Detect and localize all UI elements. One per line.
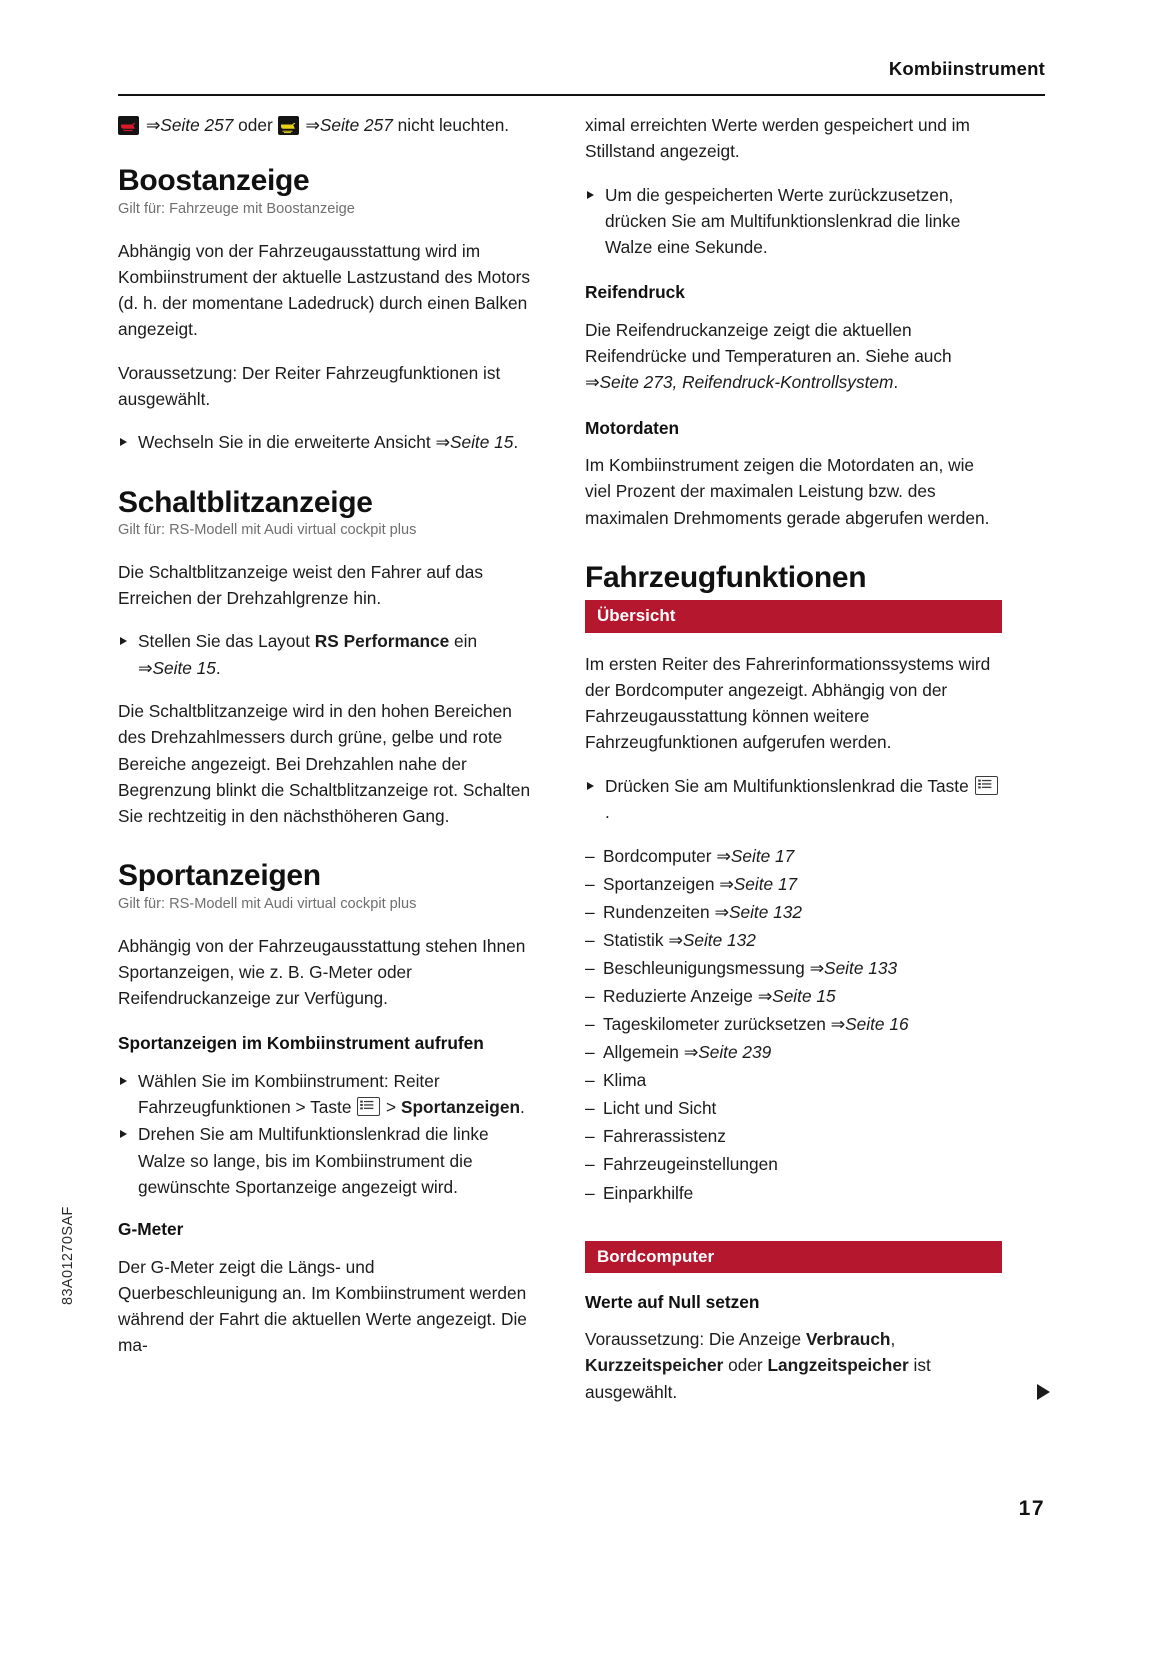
reference-link[interactable]: ⇒Seite 16: [830, 1014, 909, 1035]
reference-link[interactable]: ⇒Seite 17: [719, 874, 798, 895]
separator-text: ,: [890, 1329, 896, 1350]
action-text: Wechseln Sie in die erweiterte Ansicht: [138, 432, 436, 453]
precondition-tail: ist ausgewählt.: [585, 1355, 931, 1402]
applies-to-schaltblitzanzeige: Gilt für: RS-Modell mit Audi virtual cockpit plus: [118, 522, 417, 539]
list-item-label: Tageskilometer zurücksetzen: [603, 1014, 826, 1035]
list-item: – Licht und Sicht: [585, 1094, 1002, 1122]
list-item: [585, 842, 1002, 870]
reference-link-2[interactable]: ⇒Seite 257: [305, 115, 393, 135]
list-item: – Klima: [585, 1066, 1002, 1094]
oil-pressure-warning-lamp-icon: [118, 116, 139, 135]
list-item: [585, 898, 1002, 926]
g-meter-paragraph: Der G-Meter zeigt die Längs- und Querbeschleunigung an. Im Kombiinstrument werden während der Fahrt die aktuellen Werte angezeigt. Die ma-: [118, 1256, 527, 1356]
list-item: [585, 1038, 1002, 1066]
fahrzeugfunktionen-item-list: [585, 842, 1002, 1206]
boostanzeige-action-list: [118, 429, 535, 455]
section-heading-boostanzeige: Boostanzeige: [118, 164, 310, 198]
menu-option-name: Verbrauch: [805, 1329, 891, 1350]
reifendruck-text: Die Reifendruckanzeige zeigt die aktuellen Reifendrücke und Temperaturen an. Siehe auch: [585, 319, 952, 367]
action-text-post: ein: [449, 631, 478, 652]
separator-text: oder: [723, 1355, 768, 1376]
subheading-reifendruck: Reifendruck: [585, 282, 685, 303]
reference-link[interactable]: ⇒Seite 17: [716, 846, 795, 867]
action-tail: .: [215, 657, 221, 678]
header-divider: [118, 94, 1045, 96]
reference-link[interactable]: ⇒Seite 133: [809, 958, 898, 979]
continued-paragraph: ximal erreichten Werte werden gespeichert und im Stillstand angezeigt.: [585, 115, 970, 162]
list-item: [585, 954, 1002, 982]
menu-option-name: Kurzzeitspeicher: [585, 1355, 724, 1376]
band-heading-uebersicht: Übersicht: [585, 600, 1002, 632]
menu-option-name: RS Performance: [314, 631, 450, 652]
sportanzeigen-action-list: [118, 1068, 535, 1200]
list-item-label: Beschleunigungsmessung: [603, 958, 805, 979]
action-tail: .: [513, 432, 519, 453]
left-column: [118, 112, 535, 1376]
reference-link[interactable]: ⇒Seite 273, Reifendruck-Kontrollsystem: [585, 372, 894, 393]
action-item: Um die gespeicherten Werte zurückzusetzen, drücken Sie am Multifunktionslenkrad die linke Walze eine Sekunde.: [585, 182, 1002, 261]
page-title: Kombiinstrument: [888, 58, 1045, 79]
lead-paragraph: [118, 112, 535, 138]
running-header: [118, 58, 1045, 98]
subheading-sportanzeigen-aufrufen: Sportanzeigen im Kombiinstrument aufrufen: [118, 1033, 484, 1054]
section-heading-fahrzeugfunktionen: Fahrzeugfunktionen: [585, 560, 867, 594]
uebersicht-paragraph: Im ersten Reiter des Fahrerinformationssystems wird der Bordcomputer angezeigt. Abhängig von der Fahrzeugausstattung können weitere Fahrzeugfunktionen aufgerufen werden.: [585, 653, 991, 753]
continue-arrow-icon: [1037, 1384, 1050, 1400]
uebersicht-action-list: [585, 773, 1002, 826]
list-item-label: Allgemein: [603, 1042, 679, 1063]
list-item-label: Sportanzeigen: [603, 874, 715, 895]
list-item-label: Statistik: [603, 930, 664, 951]
menu-option-name: Sportanzeigen: [400, 1097, 521, 1118]
list-item-label: Reduzierte Anzeige: [603, 986, 753, 1007]
applies-to-sportanzeigen: Gilt für: RS-Modell mit Audi virtual cockpit plus: [118, 895, 417, 912]
menu-list-key-icon: [975, 776, 998, 795]
action-text: Stellen Sie das Layout: [138, 631, 315, 652]
schaltblitz-action-list: [118, 628, 535, 681]
subheading-motordaten: Motordaten: [585, 417, 680, 438]
gmeter-reset-action-list: [585, 182, 1002, 261]
subheading-werte-auf-null-setzen: Werte auf Null setzen: [585, 1291, 760, 1312]
menu-list-key-icon: [357, 1097, 380, 1116]
boostanzeige-paragraph-1: Abhängig von der Fahrzeugausstattung wird im Kombiinstrument der aktuelle Lastzustand des Motors (d. h. der momentane Ladedruck) durch einen Balken angezeigt.: [118, 240, 531, 340]
action-item: [585, 773, 1002, 826]
action-item: Drehen Sie am Multifunktionslenkrad die linke Walze so lange, bis im Kombiinstrument die gewünschte Sportanzeige angezeigt wird.: [118, 1121, 535, 1200]
action-text: Drücken Sie am Multifunktionslenkrad die Taste: [605, 775, 974, 796]
reifendruck-tail: .: [893, 372, 899, 393]
schaltblitz-paragraph-2: Die Schaltblitzanzeige wird in den hohen Bereichen des Drehzahlmessers durch grüne, gelbe und rote Bereiche angezeigt. Bei Drehzahlen nahe der Begrenzung blinkt die Schaltblitzanzeige rot. Schalten Sie rechtzeitig in den nächsthöheren Gang.: [118, 700, 531, 827]
list-item-label: Bordcomputer: [603, 846, 712, 867]
action-text: Wählen Sie im Kombiinstrument: Reiter Fahrzeugfunktionen > Taste: [138, 1070, 440, 1118]
list-item: [585, 982, 1002, 1010]
band-heading-bordcomputer: Bordcomputer: [585, 1241, 1002, 1273]
lead-middle-text: oder: [233, 115, 278, 135]
reference-link[interactable]: ⇒Seite 132: [714, 902, 802, 923]
reference-link[interactable]: ⇒Seite 132: [668, 930, 756, 951]
section-heading-sportanzeigen: Sportanzeigen: [118, 859, 321, 893]
applies-to-boostanzeige: Gilt für: Fahrzeuge mit Boostanzeige: [118, 200, 355, 217]
motordaten-paragraph: Im Kombiinstrument zeigen die Motordaten an, wie viel Prozent der maximalen Leistung bzw. des maximalen Drehmoments gerade abgerufen werden.: [585, 454, 990, 528]
reference-link[interactable]: ⇒Seite 15: [757, 986, 836, 1007]
action-item: [118, 1068, 535, 1121]
list-item: – Fahrerassistenz: [585, 1122, 1002, 1150]
document-id: 83A01270SAF: [60, 1206, 76, 1305]
schaltblitz-paragraph-1: Die Schaltblitzanzeige weist den Fahrer auf das Erreichen der Drehzahlgrenze hin.: [118, 561, 484, 609]
menu-option-name: Langzeitspeicher: [767, 1355, 909, 1376]
action-item: [118, 628, 535, 681]
reference-link[interactable]: ⇒Seite 15: [435, 432, 514, 453]
boostanzeige-paragraph-2: Voraussetzung: Der Reiter Fahrzeugfunktionen ist ausgewählt.: [118, 362, 501, 409]
action-separator: >: [381, 1097, 401, 1118]
reference-link[interactable]: ⇒Seite 239: [683, 1042, 772, 1063]
subheading-g-meter: G-Meter: [118, 1219, 184, 1240]
reifendruck-paragraph: [585, 317, 1002, 396]
right-column: [585, 112, 1002, 1422]
precondition-text: Voraussetzung: Die Anzeige: [585, 1329, 806, 1350]
list-item-label: Rundenzeiten: [603, 902, 710, 923]
section-heading-schaltblitzanzeige: Schaltblitzanzeige: [118, 485, 373, 519]
oil-level-warning-lamp-icon: [278, 116, 299, 135]
action-item: [118, 429, 535, 455]
reference-link[interactable]: ⇒Seite 15: [138, 657, 216, 678]
page-number: 17: [1018, 1497, 1045, 1520]
list-item: [585, 926, 1002, 954]
sportanzeigen-paragraph-1: Abhängig von der Fahrzeugausstattung stehen Ihnen Sportanzeigen, wie z. B. G-Meter oder Reifendruckanzeige zur Verfügung.: [118, 935, 526, 1009]
action-tail: .: [520, 1097, 525, 1118]
lead-tail-text: nicht leuchten.: [392, 115, 510, 135]
list-item: [585, 1010, 1002, 1038]
list-item: [585, 870, 1002, 898]
bordcomputer-paragraph: [585, 1326, 1002, 1405]
action-tail: .: [605, 802, 610, 823]
reference-link-1[interactable]: ⇒Seite 257: [145, 115, 234, 135]
list-item: – Fahrzeugeinstellungen: [585, 1150, 1002, 1178]
list-item: – Einparkhilfe: [585, 1179, 1002, 1207]
